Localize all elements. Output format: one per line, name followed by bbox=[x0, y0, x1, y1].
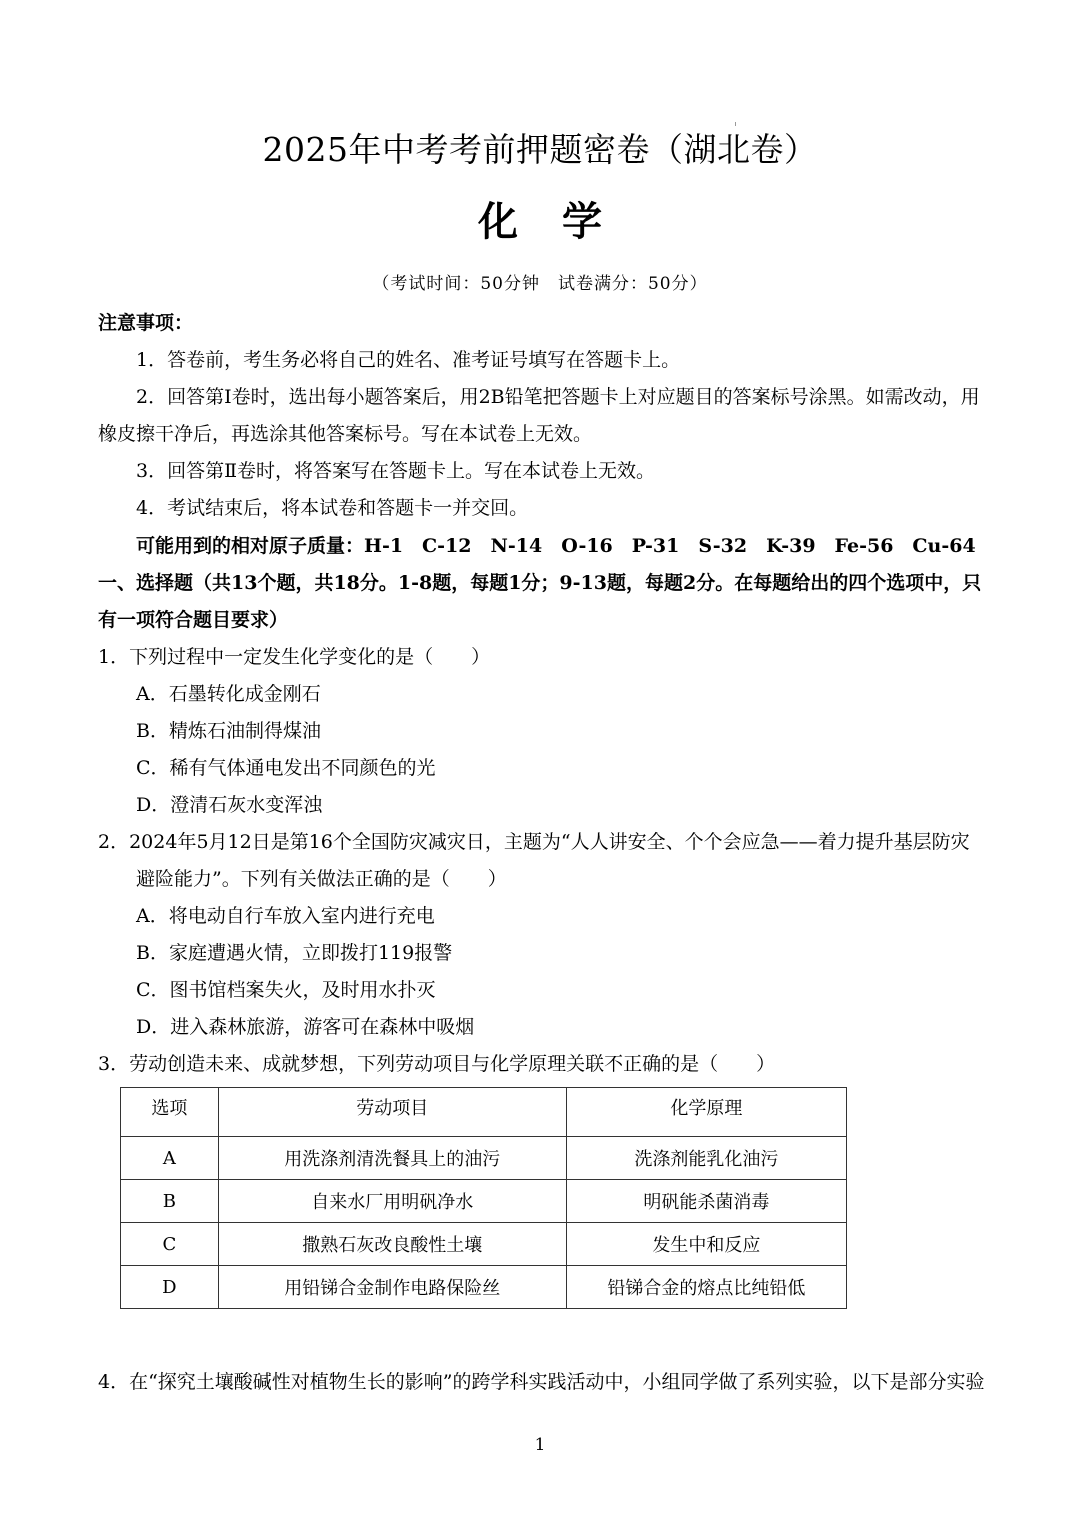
table-header-cell: 化学原理 bbox=[566, 1088, 846, 1137]
table-cell: D bbox=[121, 1266, 219, 1309]
question-3-stem: 3．劳动创造未来、成就梦想，下列劳动项目与化学原理关联不正确的是（ ） bbox=[98, 1053, 776, 1075]
question-2-option-d: D．进入森林旅游，游客可在森林中吸烟 bbox=[136, 1016, 475, 1038]
table-cell: 洗涤剂能乳化油污 bbox=[566, 1137, 846, 1180]
section-heading: 一、选择题（共13个题，共18分。1-8题，每题1分；9-13题，每题2分。在每题给出的四个选项中，只 bbox=[98, 572, 982, 594]
subject-title bbox=[0, 196, 1080, 248]
question-1-option-d: D．澄清石灰水变浑浊 bbox=[136, 794, 323, 816]
table-header-cell: 劳动项目 bbox=[218, 1088, 566, 1137]
scan-mark bbox=[735, 122, 736, 126]
question-1-option-a: A．石墨转化成金刚石 bbox=[136, 683, 321, 705]
section-heading-cont: 有一项符合题目要求） bbox=[98, 609, 289, 631]
table-cell: 撒熟石灰改良酸性土壤 bbox=[218, 1223, 566, 1266]
table-row bbox=[121, 1266, 847, 1309]
question-4-stem: 4．在“探究土壤酸碱性对植物生长的影响”的跨学科实践活动中，小组同学做了系列实验，以下是部分实验 bbox=[98, 1371, 985, 1393]
question-2-option-b: B．家庭遭遇火情，立即拨打119报警 bbox=[136, 942, 453, 964]
table-row bbox=[121, 1223, 847, 1266]
note-item: 橡皮擦干净后，再选涂其他答案标号。写在本试卷上无效。 bbox=[98, 423, 593, 445]
subject-char: 学 bbox=[562, 198, 602, 245]
table-cell: 明矾能杀菌消毒 bbox=[566, 1180, 846, 1223]
table-header-cell: 选项 bbox=[121, 1088, 219, 1137]
question-1-option-c: C．稀有气体通电发出不同颜色的光 bbox=[136, 757, 436, 779]
exam-title: 2025年中考考前押题密卷（湖北卷） bbox=[262, 130, 818, 169]
question-1-option-b: B．精炼石油制得煤油 bbox=[136, 720, 321, 742]
notes-heading: 注意事项： bbox=[98, 312, 194, 334]
table-row bbox=[121, 1180, 847, 1223]
table-row bbox=[121, 1137, 847, 1180]
exam-info: （考试时间：50分钟 试卷满分：50分） bbox=[372, 274, 708, 294]
table-cell: 用铅锑合金制作电路保险丝 bbox=[218, 1266, 566, 1309]
note-item: 4．考试结束后，将本试卷和答题卡一并交回。 bbox=[136, 497, 529, 519]
page-number: 1 bbox=[534, 1435, 546, 1455]
atomic-masses: 可能用到的相对原子质量：H-1 C-12 N-14 O-16 P-31 S-32 K-39 Fe-56 Cu-64 bbox=[136, 535, 976, 557]
table-cell: C bbox=[121, 1223, 219, 1266]
note-item: 2．回答第Ⅰ卷时，选出每小题答案后，用2B铅笔把答题卡上对应题目的答案标号涂黑。如需改动，用 bbox=[136, 386, 980, 408]
note-item: 1．答卷前，考生务必将自己的姓名、准考证号填写在答题卡上。 bbox=[136, 349, 681, 371]
question-2-option-a: A．将电动自行车放入室内进行充电 bbox=[136, 905, 435, 927]
question-3-table bbox=[120, 1087, 847, 1309]
question-2-option-c: C．图书馆档案失火，及时用水扑灭 bbox=[136, 979, 436, 1001]
question-1-stem: 1．下列过程中一定发生化学变化的是（ ） bbox=[98, 646, 491, 668]
question-2-stem-cont: 避险能力”。下列有关做法正确的是（ ） bbox=[136, 868, 507, 890]
table-cell: 发生中和反应 bbox=[566, 1223, 846, 1266]
table-cell: A bbox=[121, 1137, 219, 1180]
subject-char: 化 bbox=[478, 198, 518, 245]
note-item: 3．回答第Ⅱ卷时，将答案写在答题卡上。写在本试卷上无效。 bbox=[136, 460, 656, 482]
table-cell: 自来水厂用明矾净水 bbox=[218, 1180, 566, 1223]
table-cell: 铅锑合金的熔点比纯铅低 bbox=[566, 1266, 846, 1309]
question-2-stem: 2．2024年5月12日是第16个全国防灾减灾日，主题为“人人讲安全、个个会应急——着力提升基层防灾 bbox=[98, 831, 970, 853]
table-header-row bbox=[121, 1088, 847, 1137]
table-cell: B bbox=[121, 1180, 219, 1223]
table-cell: 用洗涤剂清洗餐具上的油污 bbox=[218, 1137, 566, 1180]
